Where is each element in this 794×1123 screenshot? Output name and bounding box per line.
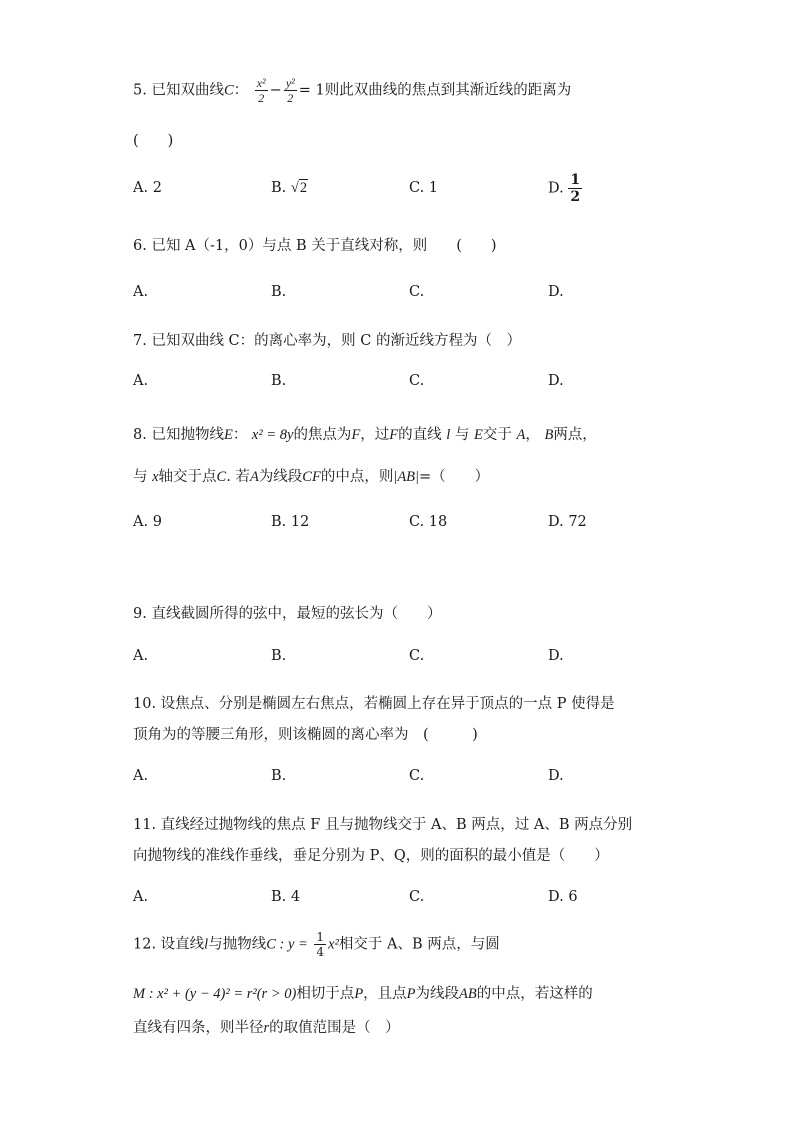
q10-option-c[interactable]: C. <box>409 768 425 784</box>
q5-option-c[interactable]: C. 1 <box>409 180 439 196</box>
q12-fraction: $\frac{1}{4}$ <box>316 930 325 959</box>
q5-paren: ( ) <box>133 133 174 149</box>
q5-var-c: C <box>223 82 234 99</box>
q10-option-b[interactable]: B. <box>271 768 287 784</box>
q8-option-a[interactable]: A. 9 <box>133 514 162 530</box>
q10-stem-line1: 10. 设焦点、分别是椭圆左右焦点，若椭圆上存在异于顶点的一点 P 使得是 <box>133 696 615 712</box>
q8-option-c[interactable]: C. 18 <box>409 514 448 530</box>
q6-option-a[interactable]: A. <box>133 284 149 300</box>
q5-option-a[interactable]: A. 2 <box>133 180 162 196</box>
q10-stem-line2: 顶角为的等腰三角形，则该椭圆的离心率为 ( ) <box>133 727 478 743</box>
q11-option-b[interactable]: B. 4 <box>271 889 301 905</box>
q7-option-a[interactable]: A. <box>133 373 149 389</box>
q11-stem-line2: 向抛物线的准线作垂线，垂足分别为 P、Q，则的面积的最小值是（ ） <box>133 848 609 864</box>
q9-option-c[interactable]: C. <box>409 648 425 664</box>
q6-option-d[interactable]: D. <box>548 284 564 300</box>
q5-prefix: 5. 已知双曲线 <box>133 82 224 99</box>
q7-option-b[interactable]: B. <box>271 373 287 389</box>
q9-stem: 9. 直线截圆所得的弦中，最短的弦长为（ ） <box>133 606 442 622</box>
q5-option-d[interactable]: D. $\frac{1}{2}$ <box>548 172 581 205</box>
q12-stem-line3: 直线有四条，则半径r的取值范围是（ ） <box>133 1020 400 1036</box>
q10-option-a[interactable]: A. <box>133 768 149 784</box>
q11-stem-line1: 11. 直线经过抛物线的焦点 F 且与抛物线交于 A、B 两点，过 A、B 两点分别 <box>133 817 633 833</box>
q10-option-d[interactable]: D. <box>548 768 564 784</box>
q12-stem-line2: M : x² + (y − 4)² = r²(r > 0)相切于点P，且点P为线段AB的中点，若这样的 <box>133 986 593 1002</box>
q11-option-c[interactable]: C. <box>409 889 425 905</box>
q5-fraction-y: $\frac{\text{y²}}{2}$ <box>285 76 295 105</box>
q5-colon: ： <box>233 82 249 99</box>
q6-option-b[interactable]: B. <box>271 284 287 300</box>
q5-suffix: 则此双曲线的焦点到其渐近线的距离为 <box>324 82 572 99</box>
q8-option-d[interactable]: D. 72 <box>548 514 587 530</box>
q12-stem-line1: 12. 设直线l与抛物线C : y = $\frac{1}{4}$ x²相交于 A、B 两点，与圆 <box>133 930 500 959</box>
q5-fraction-x: $\frac{\text{x²}}{2}$ <box>256 76 266 105</box>
q9-option-d[interactable]: D. <box>548 648 564 664</box>
q6-stem: 6. 已知 A（-1，0）与点 B 关于直线对称，则 ( ) <box>133 238 497 254</box>
q9-option-b[interactable]: B. <box>271 648 287 664</box>
q5-option-b[interactable]: B. √2 <box>271 180 308 196</box>
q11-option-a[interactable]: A. <box>133 889 149 905</box>
q8-option-b[interactable]: B. 12 <box>271 514 310 530</box>
q8-equation: x² = 8y <box>251 427 294 443</box>
q11-option-d[interactable]: D. 6 <box>548 889 578 905</box>
q7-stem: 7. 已知双曲线 C：的离心率为，则 C 的渐近线方程为（ ） <box>133 333 521 349</box>
q5-option-d-fraction: $\frac{1}{2}$ <box>570 172 581 205</box>
q8-stem-line2: 与 x轴交于点C. 若A为线段CF的中点，则|AB|=（ ） <box>133 469 490 485</box>
q7-option-c[interactable]: C. <box>409 373 425 389</box>
q9-option-a[interactable]: A. <box>133 648 149 664</box>
q7-option-d[interactable]: D. <box>548 373 564 389</box>
q12-circle-equation: M : x² + (y − 4)² = r²(r > 0) <box>133 986 297 1002</box>
q6-option-c[interactable]: C. <box>409 284 425 300</box>
sqrt-symbol: √2 <box>290 180 308 196</box>
q5-stem: 5. 已知双曲线C： $\frac{\text{x²}}{2}$ − $\frac{\text{y²}}{2}$ = 1则此双曲线的焦点到其渐近线的距离为 <box>133 76 572 105</box>
q8-stem-line1: 8. 已知抛物线E： x² = 8y的焦点为F，过F的直线 l 与 E交于 A， B两点， <box>133 427 597 443</box>
